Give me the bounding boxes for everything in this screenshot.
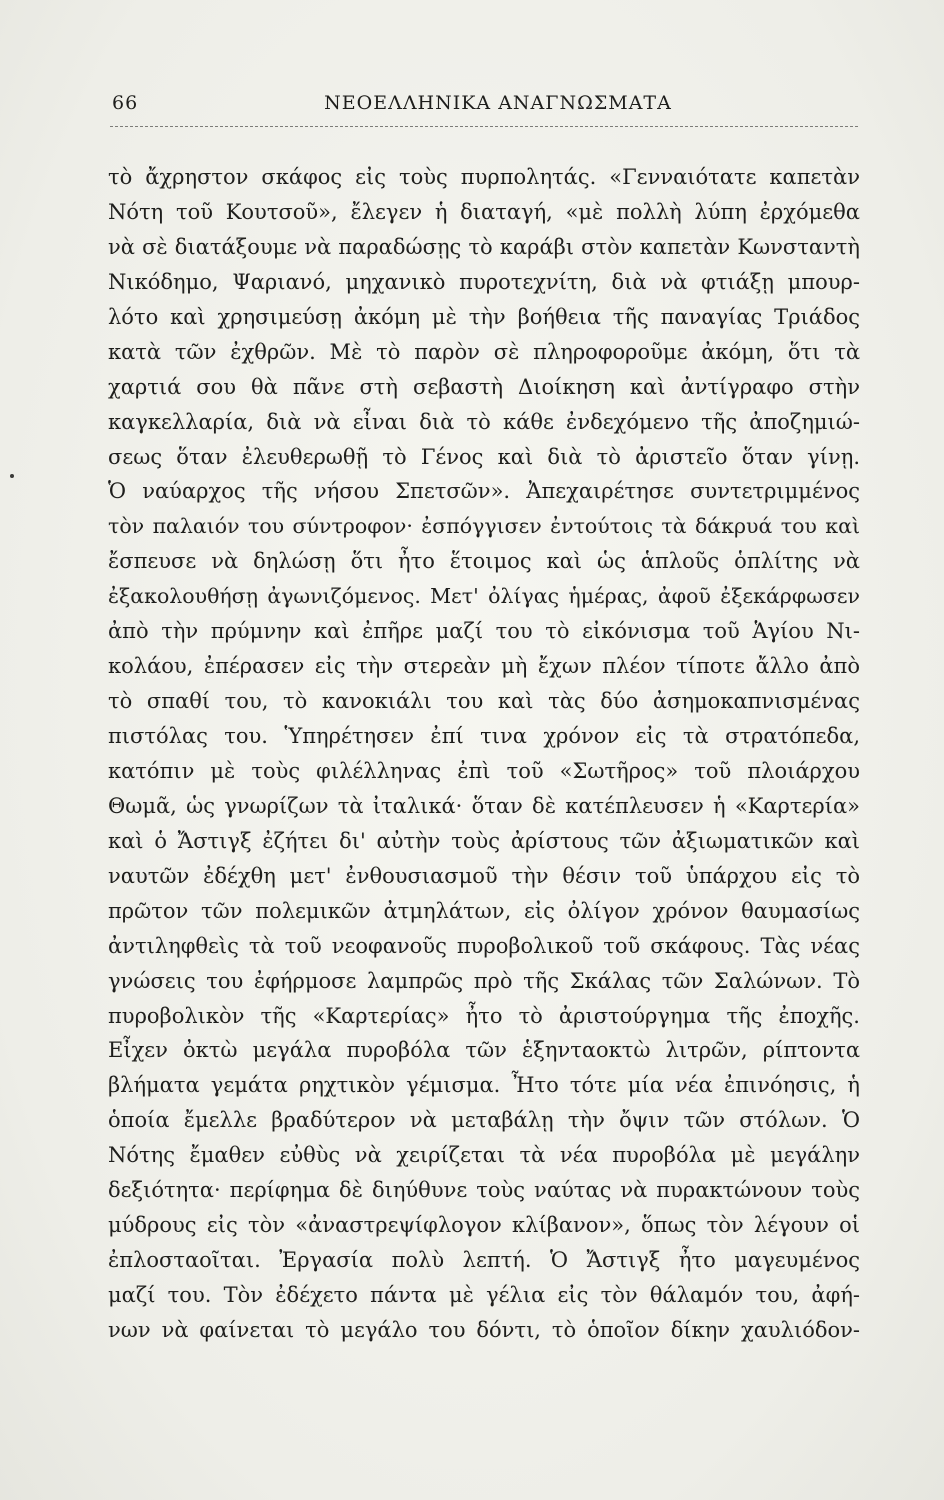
text-line: Θωμᾶ, ὡς γνωρίζων τὰ ἰταλικά· ὅταν δὲ κατέπλευσεν ἡ «Καρτερία» — [108, 793, 860, 818]
text-line: μύδρους εἰς τὸν «ἀναστρεψίφλογον κλίβανον», ὅπως τὸν λέγουν οἱ — [108, 1213, 860, 1238]
page-number: 66 — [112, 92, 139, 114]
text-line: βλήματα γεμάτα ρηχτικὸν γέμισμα. Ἦτο τότε μία νέα ἐπινόησις, ἡ — [108, 1073, 860, 1098]
text-line: καὶ ὁ Ἄστιγξ ἐζήτει δι' αὐτὴν τοὺς ἀρίστους τῶν ἀξιωματικῶν καὶ — [108, 828, 860, 853]
text-line: σεως ὅταν ἐλευθερωθῇ τὸ Γένος καὶ διὰ τὸ ἀριστεῖο ὅταν γίνῃ. — [108, 444, 860, 469]
text-line: κατὰ τῶν ἐχθρῶν. Μὲ τὸ παρὸν σὲ πληροφοροῦμε ἀκόμη, ὅτι τὰ — [108, 339, 860, 364]
page-header — [112, 92, 854, 120]
running-title: ΝΕΟΕΛΛΗΝΙΚΑ ΑΝΑΓΝΩΣΜΑΤΑ — [324, 92, 672, 114]
body-text — [108, 160, 860, 1348]
text-line: πιστόλας του. Ὑπηρέτησεν ἐπί τινα χρόνον εἰς τὰ στρατόπεδα, — [108, 724, 860, 748]
text-line: Νότης ἔμαθεν εὐθὺς νὰ χειρίζεται τὰ νέα πυροβόλα μὲ μεγάλην — [108, 1143, 860, 1168]
text-line: λότο καὶ χρησιμεύσῃ ἀκόμη μὲ τὴν βοήθεια τῆς παναγίας Τριάδος — [108, 304, 860, 329]
text-line: Νικόδημο, Ψαριανό, μηχανικὸ πυροτεχνίτη, διὰ νὰ φτιάξῃ μπουρ- — [108, 269, 860, 294]
text-line: ἀντιληφθεὶς τὰ τοῦ νεοφανοῦς πυροβολικοῦ τοῦ σκάφους. Τὰς νέας — [108, 933, 860, 958]
text-line: πρῶτον τῶν πολεμικῶν ἀτμηλάτων, εἰς ὀλίγον χρόνον θαυμασίως — [108, 898, 860, 923]
text-line: ναυτῶν ἐδέχθη μετ' ἐνθουσιασμοῦ τὴν θέσιν τοῦ ὑπάρχου εἰς τὸ — [108, 863, 860, 888]
text-line: κολάου, ἐπέρασεν εἰς τὴν στερεὰν μὴ ἔχων πλέον τίποτε ἄλλο ἀπὸ — [108, 654, 860, 679]
header-rule — [110, 126, 858, 127]
text-line: τὸ σπαθί του, τὸ κανοκιάλι του καὶ τὰς δύο ἀσημοκαπνισμένας — [108, 689, 860, 714]
text-line: χαρτιά σου θὰ πᾶνε στὴ σεβαστὴ Διοίκηση καὶ ἀντίγραφο στὴν — [108, 374, 860, 399]
text-line: μαζί του. Τὸν ἐδέχετο πάντα μὲ γέλια εἰς τὸν θάλαμόν του, ἀφή- — [108, 1283, 860, 1307]
text-line: Νότη τοῦ Κουτσοῦ», ἔλεγεν ἡ διαταγή, «μὲ πολλὴ λύπη ἐρχόμεθα — [108, 199, 860, 224]
text-line: ἐξακολουθήσῃ ἀγωνιζόμενος. Μετ' ὀλίγας ἡμέρας, ἀφοῦ ἐξεκάρφωσεν — [108, 584, 860, 609]
text-line: ἐπλοσταοῖται. Ἐργασία πολὺ λεπτή. Ὁ Ἄστιγξ ἦτο μαγευμένος — [108, 1248, 860, 1273]
text-line: κατόπιν μὲ τοὺς φιλέλληνας ἐπὶ τοῦ «Σωτῆρος» τοῦ πλοιάρχου — [108, 758, 860, 783]
text-line: γνώσεις του ἐφήρμοσε λαμπρῶς πρὸ τῆς Σκάλας τῶν Σαλώνων. Τὸ — [108, 968, 860, 993]
text-line: τὸ ἄχρηστον σκάφος εἰς τοὺς πυρπολητάς. «Γενναιότατε καπετὰν — [108, 165, 860, 189]
text-line: ἀπὸ τὴν πρύμνην καὶ ἐπῆρε μαζί του τὸ εἰκόνισμα τοῦ Ἁγίου Νι- — [108, 619, 860, 644]
text-line: πυροβολικὸν τῆς «Καρτερίας» ἦτο τὸ ἀριστούργημα τῆς ἐποχῆς. — [108, 1003, 860, 1028]
text-line: νων νὰ φαίνεται τὸ μεγάλο του δόντι, τὸ ὁποῖον δίκην χαυλιόδον- — [108, 1317, 860, 1342]
text-line: νὰ σὲ διατάξουμε νὰ παραδώσῃς τὸ καράβι στὸν καπετὰν Κωνσταντὴ — [108, 234, 860, 259]
text-line: δεξιότητα· περίφημα δὲ διηύθυνε τοὺς ναύτας νὰ πυρακτώνουν τοὺς — [108, 1178, 860, 1203]
text-line: Ὁ ναύαρχος τῆς νήσου Σπετσῶν». Ἀπεχαιρέτησε συντετριμμένος — [108, 479, 860, 504]
text-line: Εἶχεν ὀκτὼ μεγάλα πυροβόλα τῶν ἑξηνταοκτὼ λιτρῶν, ρίπτοντα — [108, 1038, 860, 1063]
text-line: τὸν παλαιόν του σύντροφον· ἐσπόγγισεν ἐντούτοις τὰ δάκρυά του καὶ — [108, 514, 860, 539]
text-line: ὁποία ἔμελλε βραδύτερον νὰ μεταβάλῃ τὴν ὄψιν τῶν στόλων. Ὁ — [108, 1108, 860, 1133]
text-line: καγκελλαρία, διὰ νὰ εἶναι διὰ τὸ κάθε ἐνδεχόμενο τῆς ἀποζημιώ- — [108, 409, 860, 434]
text-line: ἔσπευσε νὰ δηλώσῃ ὅτι ἦτο ἕτοιμος καὶ ὡς ἁπλοῦς ὁπλίτης νὰ — [108, 549, 860, 574]
margin-mark — [10, 474, 14, 478]
